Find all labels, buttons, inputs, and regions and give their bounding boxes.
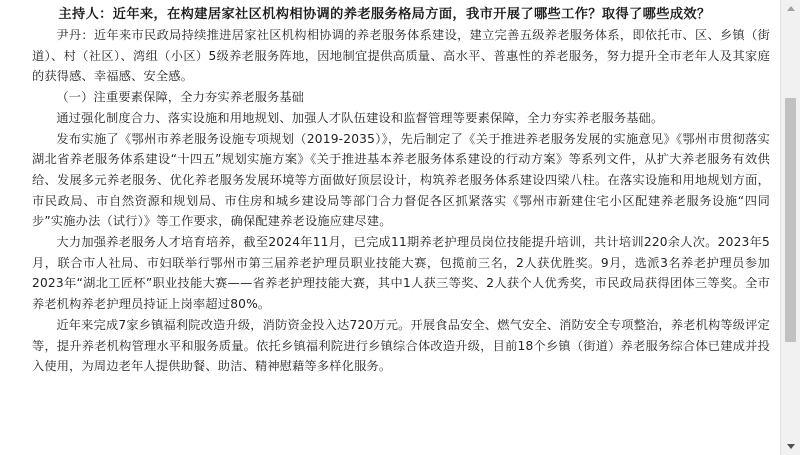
body-paragraph: 通过强化制度合力、落实设施和用地规划、加强人才队伍建设和监督管理等要素保障，全力夯实养老服务基础。 (56, 110, 664, 125)
section-heading: （一）注重要素保障，全力夯实养老服务基础 (56, 90, 305, 105)
scroll-up-button[interactable] (781, 0, 800, 17)
arrow-down-icon (787, 444, 795, 449)
scroll-down-button[interactable] (781, 438, 800, 455)
arrow-up-icon (787, 6, 795, 11)
host-question: 主持人：近年来，在构建居家社区机构相协调的养老服务格局方面，我市开展了哪些工作？取得了哪些成效？ (58, 7, 711, 22)
article-body (32, 4, 770, 377)
answer-intro-paragraph: 尹丹：近年来市民政局持续推进居家社区机构相协调的养老服务体系建设，建立完善五级养老服务体系，即依托市、区、乡镇（街道）、村（社区）、湾组（小区）5级养老服务阵地，因地制宜提供高质量、高水平、普惠性的养老服务，努力提升全市老年人及其家庭的获得感、幸福感、安全感。 (32, 28, 770, 84)
body-paragraph: 发布实施了《鄂州市养老服务设施专项规划（2019-2035）》，先后制定了《关于推进养老服务发展的实施意见》《鄂州市贯彻落实湖北省养老服务体系建设“十四五”规划实施方案》《关于推进基本养老服务体系建设的行动方案》等系列文件，从扩大养老服务有效供给、发展多元养老服务、优化养老服务发展环境等方面做好顶层设计，构筑养老服务体系建设四梁八柱。在落实设施和用地规划方面，市民政局、市自然资源和规划局、市住房和城乡建设局等部门合力督促各区抓紧落实《鄂州市新建住宅小区配建养老服务设施“四同步”实施办法（试行）》等工作要求，确保配建养老设施应建尽建。 (32, 131, 770, 229)
body-paragraph: 大力加强养老服务人才培育培养，截至2024年11月，已完成11期养老护理员岗位技能提升培训，共计培训220余人次。2023年5月，联合市人社局、市妇联举行鄂州市第三届养老护理员职业技能大赛，包揽前三名，2人获优胜奖。9月，选派3名养老护理员参加2023年“湖北工匠杯”职业技能大赛——省养老护理技能大赛，其中1人获三等奖、2人获个人优秀奖，市民政局获得团体三等奖。全市养老机构养老护理员持证上岗率超过80%。 (32, 235, 770, 312)
scroll-thumb[interactable] (785, 98, 796, 342)
body-paragraph: 近年来完成7家乡镇福利院改造升级，消防资金投入达720万元。开展食品安全、燃气安全、消防安全专项整治，养老机构等级评定等，提升养老机构管理水平和服务质量。依托乡镇福利院进行乡镇综合体改造升级，目前18个乡镇（街道）养老服务综合体已建成并投入使用，为周边老年人提供助餐、助洁、精神慰藉等多样化服务。 (32, 317, 770, 374)
vertical-scrollbar[interactable] (780, 0, 800, 455)
